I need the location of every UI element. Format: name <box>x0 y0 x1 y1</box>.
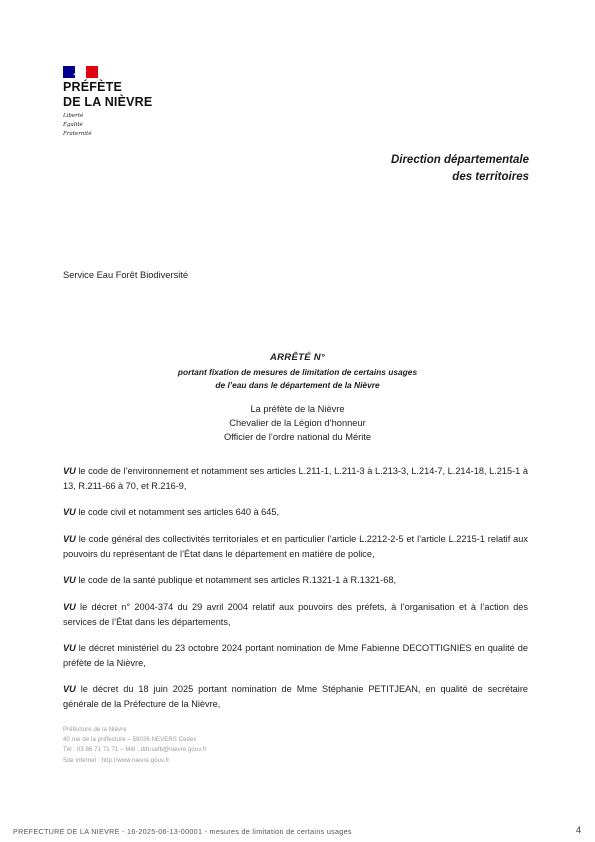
vu-paragraph <box>63 505 528 520</box>
vu-keyword: VU <box>63 684 76 694</box>
contact-website: Site internet : http://www.nievre.gouv.fr <box>63 758 170 764</box>
direction-line1: Direction départementale <box>390 154 529 166</box>
signer-title: La préfète de la Nièvre <box>250 404 345 414</box>
contact-address: 40 rue de la préfecture – 58026 NEVERS Cedex <box>63 737 197 743</box>
motto-fraternite: Fraternité <box>63 131 92 137</box>
republic-flag-logo <box>63 66 98 78</box>
authority-name-line1: PRÉFÈTE <box>63 80 123 94</box>
print-footer: PREFECTURE DE LA NIEVRE - 16-2025-06-13-00001 - mesures de limitation de certains usages <box>13 827 352 836</box>
vu-keyword: VU <box>63 507 76 517</box>
authority-name-line2: DE LA NIÈVRE <box>63 95 153 109</box>
contact-phone-email: Tél : 03 86 71 71 71 – Mél : ddt-sefb@nievre.gouv.fr <box>63 747 207 753</box>
vu-keyword: VU <box>63 643 76 653</box>
motto-liberte: Liberté <box>63 113 84 119</box>
signer-honour-2: Officier de l’ordre national du Mérite <box>223 432 372 442</box>
vu-text: le code général des collectivités territoriales et en particulier l’article L.2212-2-5 et l’article L.2215-1 relatif aux pouvoirs du représentant de l’État dans le département en matière de police, <box>63 534 528 559</box>
vu-paragraph <box>63 641 528 670</box>
vu-paragraph <box>63 464 528 493</box>
vu-text: le code de l’environnement et notamment ses articles L.211-1, L.211-3 à L.213-3, L.214-7, L.214-18, L.215-1 à 13, R.211-66 à 70, et R.216-9, <box>63 466 528 491</box>
vu-paragraph <box>63 682 528 711</box>
vu-paragraph <box>63 532 528 561</box>
vu-paragraph <box>63 600 528 629</box>
vu-text: le décret ministériel du 23 octobre 2024 portant nomination de Mme Fabienne DECOTTIGNIES en qualité de préfète de la Nièvre, <box>63 643 528 668</box>
vu-text: le décret du 18 juin 2025 portant nomination de Mme Stéphanie PETITJEAN, en qualité de secrétaire générale de la Préfecture de la Nièvre, <box>63 684 528 709</box>
arrete-subject-line2: de l’eau dans le département de la Nièvre <box>215 380 380 390</box>
vu-keyword: VU <box>63 466 76 476</box>
signer-honour-1: Chevalier de la Légion d’honneur <box>229 418 366 428</box>
vu-text: le code civil et notamment ses articles 640 à 645, <box>78 507 280 517</box>
vu-text: le code de la santé publique et notamment ses articles R.1321-1 à R.1321-68, <box>78 575 397 585</box>
vu-keyword: VU <box>63 602 76 612</box>
arrete-title: ARRÊTÉ N° <box>269 352 326 363</box>
vu-text: le décret n° 2004-374 du 29 avril 2004 relatif aux pouvoirs des préfets, à l’organisation et à l’action des services de l’État dans les départements, <box>63 602 528 627</box>
vu-paragraph <box>63 573 528 588</box>
contact-office: Préfecture de la Nièvre <box>63 727 127 733</box>
direction-line2: des territoires <box>452 171 529 183</box>
service-name: Service Eau Forêt Biodiversité <box>63 270 189 280</box>
arrete-subject-line1: portant fixation de mesures de limitation de certains usages <box>177 367 418 377</box>
motto-egalite: Égalité <box>63 122 83 128</box>
page-number: 4 <box>575 825 581 835</box>
vu-keyword: VU <box>63 575 76 585</box>
vu-keyword: VU <box>63 534 76 544</box>
